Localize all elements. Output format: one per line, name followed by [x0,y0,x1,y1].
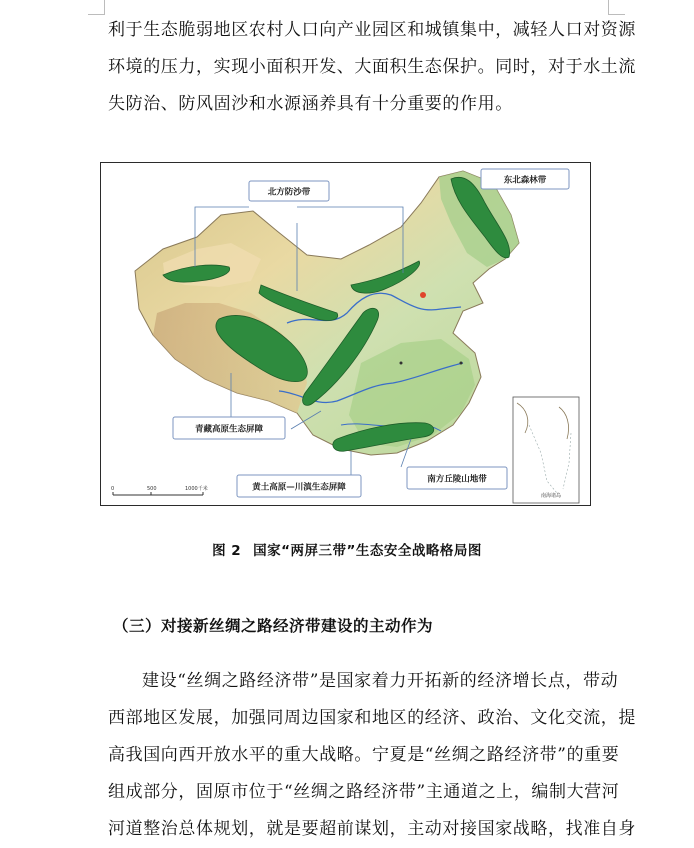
label-north-sand-belt [249,181,329,201]
text-line: 环境的压力，实现小面积开发、大面积生态保护。同时，对于水土流 [108,57,636,77]
text-line: 高我国向西开放水平的重大战略。宁夏是“丝绸之路经济带”的重要 [108,745,620,765]
section-heading: （三）对接新丝绸之路经济带建设的主动作为 [113,617,434,635]
inset-label: 南海诸岛 [541,493,562,499]
city-marker [400,362,403,365]
scale-label: 0 [111,486,115,492]
scale-label: 1000千米 [185,486,208,492]
text-line: 利于生态脆弱地区农村人口向产业园区和城镇集中，减轻人口对资源 [108,20,636,40]
label-northeast-forest-belt [481,169,569,189]
label-text: 青藏高原生态屏障 [194,424,264,435]
figure-caption [0,539,694,559]
page-corner-mark-right [608,0,625,15]
label-text: 南方丘陵山地带 [427,474,487,485]
label-text: 东北森林带 [503,175,547,186]
capital-marker [420,292,426,298]
label-loess-barrier [237,475,361,497]
text-line: 建设“丝绸之路经济带”是国家着力开拓新的经济增长点，带动 [142,671,619,691]
figure-number: 图 2 [212,543,242,559]
map-graphic [101,163,590,505]
city-marker [460,362,463,365]
label-tibet-barrier [173,417,285,439]
scale-bar [111,485,208,495]
text-line: 组成部分，固原市位于“丝绸之路经济带”主通道之上，编制大营河 [108,782,620,802]
ecological-security-map [100,162,591,506]
label-text: 北方防沙带 [267,187,311,198]
page-corner-mark-left [88,0,105,15]
figure-title: 国家“两屏三带”生态安全战略格局图 [253,543,482,559]
text-line: 失防治、防风固沙和水源涵养具有十分重要的作用。 [108,94,513,114]
south-sea-inset [513,397,579,503]
scale-label: 500 [147,486,157,492]
label-south-hilly-belt [407,467,507,489]
paragraph-ecology [108,12,636,123]
text-line: 河道整治总体规划，就是要超前谋划，主动对接国家战略，找准自身 [108,819,636,839]
paragraph-silk-road [108,663,636,848]
text-line: 西部地区发展，加强同周边国家和地区的经济、政治、文化交流，提 [108,708,636,728]
label-text: 黄土高原—川滇生态屏障 [252,482,346,493]
